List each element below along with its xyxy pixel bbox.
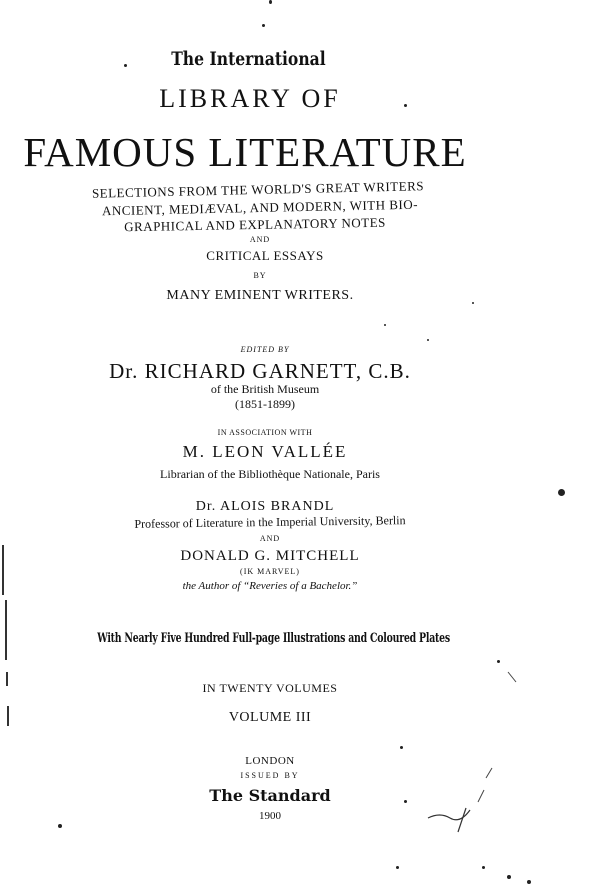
editor-2-name: M. LEON VALLÉE bbox=[182, 442, 348, 461]
editor-4-name: DONALD G. MITCHELL bbox=[180, 548, 360, 564]
imprint-issued-by: ISSUED BY bbox=[240, 771, 300, 780]
imprint-publisher: The Standard bbox=[209, 786, 331, 805]
editor-3-affiliation: Professor of Literature in the Imperial University, Berlin bbox=[134, 513, 406, 531]
subtitle-and: AND bbox=[249, 235, 271, 244]
subtitle-line-1: SELECTIONS FROM THE WORLD'S GREAT WRITERS bbox=[91, 178, 425, 201]
chief-editor-affiliation: of the British Museum bbox=[210, 382, 320, 396]
subtitle-line-5: MANY EMINENT WRITERS. bbox=[166, 288, 354, 303]
chief-editor-years: (1851-1899) bbox=[235, 397, 295, 411]
chief-editor-name: Dr. RICHARD GARNETT, C.B. bbox=[109, 359, 411, 383]
edited-by: EDITED BY bbox=[240, 345, 290, 354]
subtitle-by: BY bbox=[253, 271, 267, 280]
imprint-year: 1900 bbox=[259, 810, 281, 822]
volume-set: IN TWENTY VOLUMES bbox=[202, 681, 338, 695]
editor-4-pseudonym: (IK MARVEL) bbox=[240, 567, 300, 576]
editor-2-affiliation: Librarian of the Bibliothèque Nationale, Paris bbox=[160, 467, 380, 481]
editor-4-work: the Author of “Reveries of a Bachelor.” bbox=[182, 580, 358, 592]
title-line-2: LIBRARY OF bbox=[159, 84, 341, 113]
editor-3-name: Dr. ALOIS BRANDL bbox=[195, 499, 335, 514]
subtitle-line-4: CRITICAL ESSAYS bbox=[206, 248, 324, 263]
subtitle-line-2: ANCIENT, MEDIÆVAL, AND MODERN, WITH BIO- bbox=[101, 196, 419, 219]
in-association-with: IN ASSOCIATION WITH bbox=[217, 428, 313, 437]
illustrations-note: With Nearly Five Hundred Full-page Illustrations and Coloured Plates bbox=[97, 631, 450, 646]
editors-and: AND bbox=[259, 534, 281, 543]
subtitle-line-3: GRAPHICAL AND EXPLANATORY NOTES bbox=[124, 214, 386, 235]
imprint-city: LONDON bbox=[245, 755, 295, 767]
title-line-3: FAMOUS LITERATURE bbox=[23, 129, 467, 175]
volume-current: VOLUME III bbox=[228, 710, 312, 725]
title-line-1: The International bbox=[171, 48, 326, 70]
